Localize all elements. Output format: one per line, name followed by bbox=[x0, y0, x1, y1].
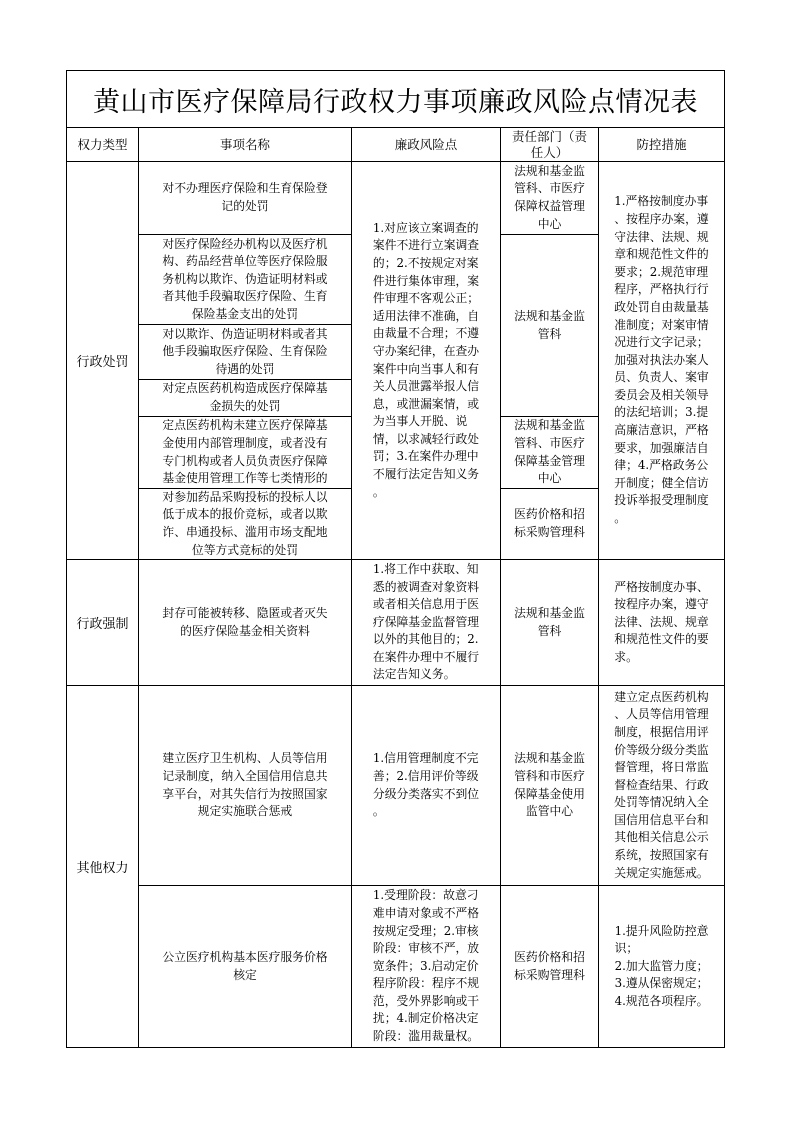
risk-point: 1.信用管理制度不完 善；2.信用评价等级 分级分类落实不到位 。 bbox=[351, 685, 501, 886]
item-name: 对参加药品采购投标的投标人以 低于成本的报价竞标，或者以欺 诈、串通投标、滥用市场支配地 位等方式竞标的处罚 bbox=[138, 488, 352, 560]
risk-point: 1.对应该立案调查的 案件不进行立案调查 的；2.不按规定对案 件进行集体审理，案 件审理不客观公正； 适用法律不准确，自 由裁量不合理；不遵 守办案纪律，在查办 案件中向当事人和有 关人员泄露举报人信 息，或泄漏案情，或 为当事人开脱、说 情，以求减轻行政处 罚；3.在案件办理中 不履行法定告知义务 。 bbox=[351, 161, 501, 560]
power-type-other: 其他权力 bbox=[66, 685, 139, 1048]
control-measures: 1.提升风险防控意 识； 2.加大监管力度； 3.遵从保密规定； 4.规范各项程序。 bbox=[598, 885, 725, 1048]
department: 法规和基金监 管科 bbox=[500, 234, 599, 417]
department: 医药价格和招 标采购管理科 bbox=[500, 885, 599, 1048]
item-name: 定点医药机构未建立医疗保障基 金使用内部管理制度，或者没有 专门机构或者人员负责医疗保障 基金使用管理工作等七类情形的 bbox=[138, 416, 352, 489]
department: 医药价格和招 标采购管理科 bbox=[500, 488, 599, 560]
item-name: 公立医疗机构基本医疗服务价格 核定 bbox=[138, 885, 352, 1048]
item-name: 对以欺诈、伪造证明材料或者其 他手段骗取医疗保险、生育保险 待遇的处罚 bbox=[138, 324, 352, 380]
control-measures: 建立定点医药机构 、人员等信用管理 制度，根据信用评 价等级分级分类监 督管理，将日常监 督检查结果、行政 处罚等情况纳入全 国信用信息平台和 其他相关信息公示 系统，按照国家有 关规定实施惩戒。 bbox=[598, 685, 725, 886]
risk-point: 1.受理阶段：故意刁 难申请对象或不严格 按规定受理；2.审核 阶段：审核不严，放 宽条件；3.启动定价 程序阶段：程序不规 范，受外界影响或干 扰；4.制定价格决定 阶段：滥用裁量权。 bbox=[351, 885, 501, 1048]
department: 法规和基金监 管科 bbox=[500, 559, 599, 686]
header-risk-point: 廉政风险点 bbox=[351, 127, 501, 162]
risk-point-table bbox=[66, 70, 725, 1048]
header-department: 责任部门（责 任人） bbox=[500, 127, 599, 162]
department: 法规和基金监 管科和市医疗 保障基金使用 监管中心 bbox=[500, 685, 599, 886]
power-type-penalty: 行政处罚 bbox=[66, 161, 139, 560]
header-item-name: 事项名称 bbox=[138, 127, 352, 162]
department: 法规和基金监 管科、市医疗 保障基金管理 中心 bbox=[500, 416, 599, 489]
power-type-enforcement: 行政强制 bbox=[66, 559, 139, 686]
department: 法规和基金监 管科、市医疗 保障权益管理 中心 bbox=[500, 161, 599, 235]
item-name: 建立医疗卫生机构、人员等信用 记录制度，纳入全国信用信息共 享平台，对其失信行为按照国家 规定实施联合惩戒 bbox=[138, 685, 352, 886]
item-name: 对医疗保险经办机构以及医疗机 构、药品经营单位等医疗保险服 务机构以欺诈、伪造证明材料或 者其他手段骗取医疗保险、生育 保险基金支出的处罚 bbox=[138, 234, 352, 325]
header-measures: 防控措施 bbox=[598, 127, 725, 162]
item-name: 封存可能被转移、隐匿或者灭失 的医疗保险基金相关资料 bbox=[138, 559, 352, 686]
item-name: 对不办理医疗保险和生育保险登 记的处罚 bbox=[138, 161, 352, 235]
risk-point: 1.将工作中获取、知 悉的被调查对象资料 或者相关信息用于医 疗保障基金监督管理 以外的其他目的；2. 在案件办理中不履行 法定告知义务。 bbox=[351, 559, 501, 686]
header-power-type: 权力类型 bbox=[66, 127, 139, 162]
item-name: 对定点医药机构造成医疗保障基 金损失的处罚 bbox=[138, 379, 352, 417]
control-measures: 1.严格按制度办事 、按程序办案，遵 守法律、法规、规 章和规范性文件的 要求；2.规范审理 程序，严格执行行 政处罚自由裁量基 准制度；对案审情 况进行文字记录； 加强对执法办案人 员、负责人、案审 委员会及相关领导 的法纪培训；3.提 高廉洁意识，严格 要求，加强廉洁自 律；4.严格政务公 开制度；健全信访 投诉举报受理制度 。 bbox=[598, 161, 725, 560]
control-measures: 严格按制度办事、 按程序办案，遵守 法律、法规、规章 和规范性文件的要 求。 bbox=[598, 559, 725, 686]
table-title: 黄山市医疗保障局行政权力事项廉政风险点情况表 bbox=[66, 70, 725, 128]
